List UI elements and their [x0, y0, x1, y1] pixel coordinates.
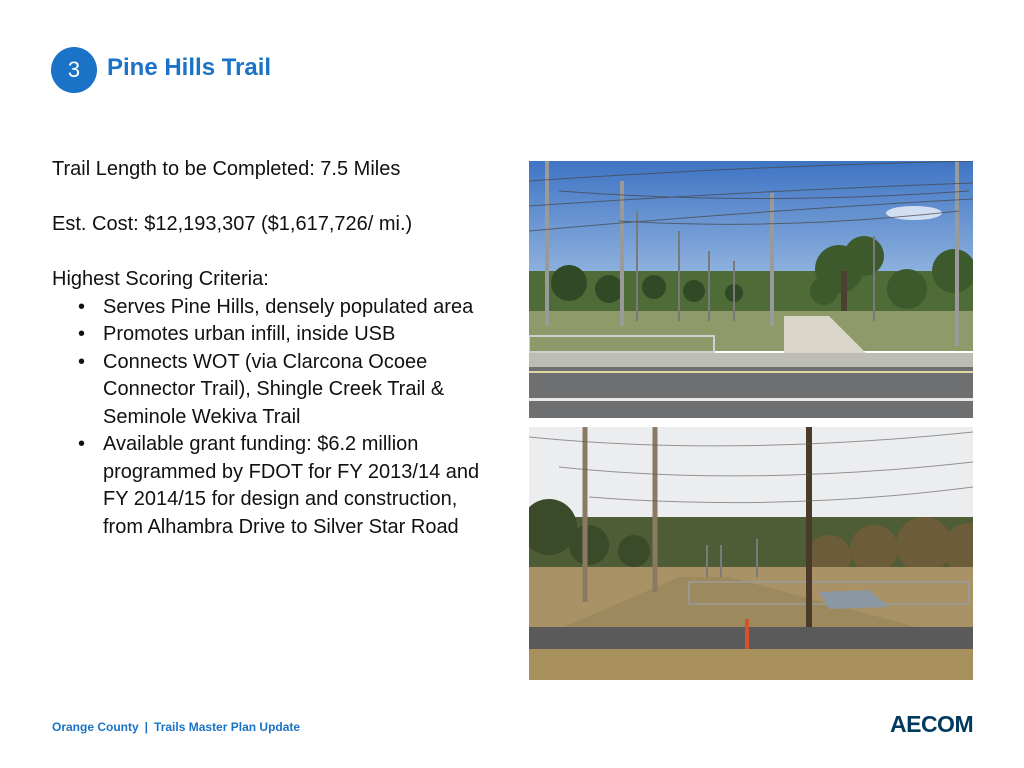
trail-length-text: Trail Length to be Completed: 7.5 Miles: [52, 158, 401, 180]
slide-number-badge: 3: [51, 47, 97, 93]
criteria-item: • Connects WOT (via Clarcona Ocoee Connector Trail), Shingle Creek Trail & Seminole Wekiva Trail: [103, 349, 502, 432]
slide-body: [52, 156, 502, 541]
logo-text: AECOM: [890, 711, 974, 737]
trail-road-photo: [529, 161, 973, 418]
footer-plan-name: Trails Master Plan Update: [154, 720, 301, 734]
footer-separator: |: [144, 720, 149, 734]
cost-text: Est. Cost: $12,193,307 ($1,617,726/ mi.): [52, 213, 413, 235]
criteria-list: [52, 294, 502, 542]
criteria-item: • Promotes urban infill, inside USB: [103, 321, 502, 349]
footer: [52, 720, 300, 734]
criteria-item: • Available grant funding: $6.2 million programmed by FDOT for FY 2013/14 and FY 2014/15 for design and construction, from Alhambra Drive to Silver Star Road: [103, 431, 502, 541]
aecom-logo: [890, 710, 974, 738]
trail-corridor-photo: [529, 427, 973, 680]
footer-county: Orange County: [52, 720, 139, 734]
slide-title: Pine Hills Trail: [107, 54, 272, 81]
criteria-heading: Highest Scoring Criteria:: [52, 268, 269, 290]
criteria-item: • Serves Pine Hills, densely populated area: [103, 294, 502, 322]
